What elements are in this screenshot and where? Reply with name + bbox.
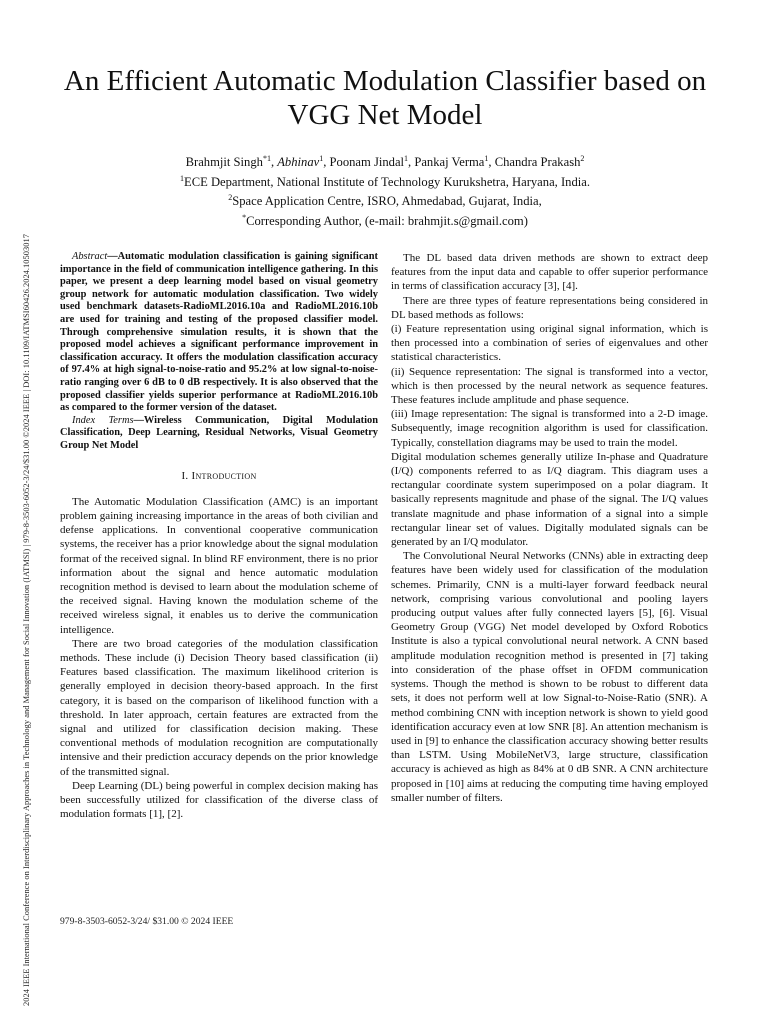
paragraph: There are two broad categories of the modulation classification methods. These include (i) Decision Theory based classification (ii) Features based classification. The maximum likelihood criterion is generally employed in decision theory-based approach. In the first category, it is based on the comparison of likelihood function with a threshold. In later approach, certain features are extracted from the signal and utilized for classification decision making. These conventional methods of modulation recognition are computationally intensive and their prediction accuracy depends on the prior knowledge of the transmitted signal. bbox=[60, 637, 378, 778]
right-column bbox=[391, 251, 708, 805]
list-item: (iii) Image representation: The signal is transformed into a 2-D image. Subsequently, image recognition algorithm is used for classification. Typically, constellation diagrams may be used to train the model. bbox=[391, 408, 708, 449]
paragraph: There are three types of feature representations being considered in DL based methods as follows: bbox=[391, 294, 708, 321]
author-list: Brahmjit Singh$^{*1}$, Abhinav$^1$, Poonam Jindal$^1$, Pankaj Verma$^1$, Chandra Prakash$^2$ bbox=[185, 153, 585, 169]
paragraph: The Convolutional Neural Networks (CNNs) able in extracting deep features have been widely used for classification of the modulation schemes. Primarily, CNN is a multi-layer forward feedback neural network, comprising various convolutional and pooling layers producing output values after fully connected layers [5], [6]. Visual Geometry Group (VGG) Net model developed by Oxford Robotics Institute is also a typical convolutional neural network. A CNN based amplitude modulation recognition method is presented in [7] taking into consideration of the phase offset in OFDM communication systems. Though the method is shown to be robust to different data sets, it does not perform well at low Signal-to-Noise-Ratio (SNR). A method combining CNN with inception network is shown to yield good identification accuracy even at low SNR [8]. An attention mechanism is used in [9] to enhance the classification accuracy showing better results than LSTM. Using MobileNetV3, large structure, classification accuracy is achieved as high as 84% at 0 dB SNR. A CNN architecture proposed in [10] aims at reducing the computing time having employed smaller number of filters. bbox=[391, 550, 708, 804]
conference-sidebar bbox=[0, 0, 40, 1024]
list-item: (i) Feature representation using original signal information, which is then processed into a combination of series of eigenvalues and other statistical characteristics. bbox=[391, 323, 708, 364]
affiliation-2: $^2$Space Application Centre, ISRO, Ahmedabad, Gujarat, India, bbox=[228, 192, 542, 208]
paragraph: The Automatic Modulation Classification (AMC) is an important problem gaining increasing importance in the areas of both civilian and defense applications. In conventional cooperative communication systems, the receiver has a prior knowledge about the signal modulation format of the received signal. In blind RF environment, there is no prior information about the signal and hence automatic modulation recognition method is devised to learn about the modulation scheme of the received signal. Having known the modulation scheme of the received wireless signal, it enables us to derive the communication intelligence. bbox=[60, 495, 378, 636]
author: Abhinav bbox=[277, 155, 320, 169]
paragraph: Deep Learning (DL) being powerful in complex decision making has been successfully utilized for classification of the diverse class of modulation formats [1], [2]. bbox=[60, 779, 378, 821]
author: Brahmjit Singh$^{*1}$, bbox=[185, 153, 278, 169]
copyright-footer: 979-8-3503-6052-3/24/ $31.00 © 2024 IEEE bbox=[60, 916, 234, 927]
author: Chandra Prakash$^2$ bbox=[494, 153, 585, 169]
conference-citation: 2024 IEEE International Conference on Interdisciplinary Approaches in Technology and Management for Social Innovation (IATMSI) | 979-8-3503-6052-3/24/$31.00 ©2024 IEEE | DOI: 10.1109/IATMSI60426.2024.10503017 bbox=[22, 234, 31, 1006]
author-block bbox=[40, 153, 730, 231]
affiliation-1: $^1$ECE Department, National Institute of Technology Kurukshetra, Haryana, India. bbox=[180, 173, 590, 189]
abstract: Abstract—Automatic modulation classification is gaining significant importance in the field of communication intelligence gathering. In this paper, we present a deep learning model based on visual geometry group network for automatic modulation classification. Two widely used benchmark datasets-RadioML2016.10a and RadioML2016.10b are used for training and testing of the proposed classifier model. Through comprehensive simulation results, it is shown that the proposed model achieves a significant performance improvement in classification accuracy. It offers the modulation classification accuracy of 97.4% at high signal-to-noise-ratio and 95.2% at low signal-to-noise-ratio ranging over 6 dB to 0 dB respectively. It is also observed that the proposed classifier yields superior performance at RadioML2016.10b as compared to the former version of the dataset. bbox=[60, 251, 378, 414]
section-heading: I. Introduction bbox=[181, 469, 257, 482]
corresponding-author: *Corresponding Author, (e-mail: brahmjit.s@gmail.com) bbox=[242, 212, 528, 228]
paragraph: The DL based data driven methods are shown to extract deep features from the input data and capable to offer superior performance in terms of classification accuracy [3], [4]. bbox=[391, 252, 708, 293]
list-item: (ii) Sequence representation: The signal is transformed into a vector, which is then processed by the neural network as sequence features. These features include amplitude and phase sequence. bbox=[391, 365, 708, 407]
author: Poonam Jindal$^1$, bbox=[329, 153, 415, 169]
index-terms: Index Terms—Wireless Communication, Digital Modulation Classification, Deep Learning, Residual Networks, Visual Geometry Group Net Model bbox=[60, 414, 378, 451]
left-column bbox=[60, 251, 378, 821]
paper-title: An Efficient Automatic Modulation Classifier based on VGG Net Model bbox=[63, 65, 707, 131]
author: Pankaj Verma$^1$, bbox=[414, 153, 495, 169]
paragraph: Digital modulation schemes generally utilize In-phase and Quadrature (I/Q) components referred to as I/Q diagram. This diagram uses a rectangular coordinate system superimposed on a polar diagram. It basically represents magnitude and phase of the signal. The I/Q values translate magnitude and phase information of a signal into a simple rectangular linear set of values. Digitally modulated signals can be generated by an I/Q modulator. bbox=[391, 450, 708, 549]
